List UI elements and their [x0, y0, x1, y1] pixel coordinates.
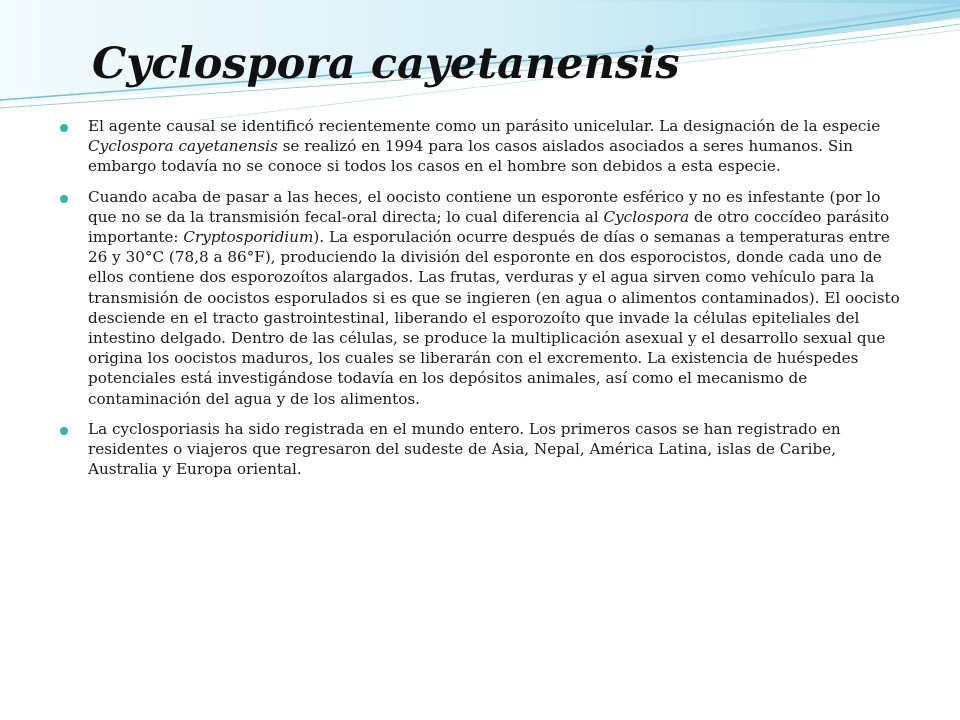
bullet-item — [60, 116, 910, 177]
bullet-text: El agente causal se identificó recientemente como un parásito unicelular. La designación de la especie Cyclospora cayetanensis se realizó en 1994 para los casos aislados asociados a seres humanos. Sin embargo todavía no se conoce si todos los casos en el hombre son debidos a esta especie. — [88, 117, 881, 176]
bullet-item — [60, 419, 910, 480]
slide-title: Cyclospora cayetanensis — [92, 39, 680, 89]
bullet-dot — [60, 195, 68, 203]
bullet-text: Cuando acaba de pasar a las heces, el oocisto contiene un esporonte esférico y no es infestante (por lo que no se da la transmisión fecal-oral directa; lo cual diferencia al Cyclospora de otro coccídeo parásito importante: Cryptosporidium). La esporulación ocurre después de días o semanas a temperaturas entre 26 y 30°C (78,8 a 86°F), produciendo la división del esporonte en dos esporocistos, donde cada uno de ellos contiene dos esporozoítos alargados. Las frutas, verduras y el agua sirven como vehículo para la transmisión de oocistos esporulados si es que se ingieren (en agua o alimentos contaminados). El oocisto desciende en el tracto gastrointestinal, liberando el esporozoíto que invade la células epiteliales del intestino delgado. Dentro de las células, se produce la multiplicación asexual y el desarrollo sexual que origina los oocistos maduros, los cuales se liberarán con el excremento. La existencia de huéspedes potenciales está investigándose todavía en los depósitos animales, así como el mecanismo de contaminación del agua y de los alimentos. — [88, 187, 900, 408]
bullet-text: La cyclosporiasis ha sido registrada en el mundo entero. Los primeros casos se han registrado en residentes o viajeros que regresaron del sudeste de Asia, Nepal, América Latina, islas de Caribe, Australia y Europa oriental. — [88, 419, 841, 479]
bullet-list — [60, 116, 910, 489]
bullet-item — [60, 187, 910, 409]
bullet-dot — [60, 427, 68, 435]
bullet-dot — [60, 124, 68, 132]
